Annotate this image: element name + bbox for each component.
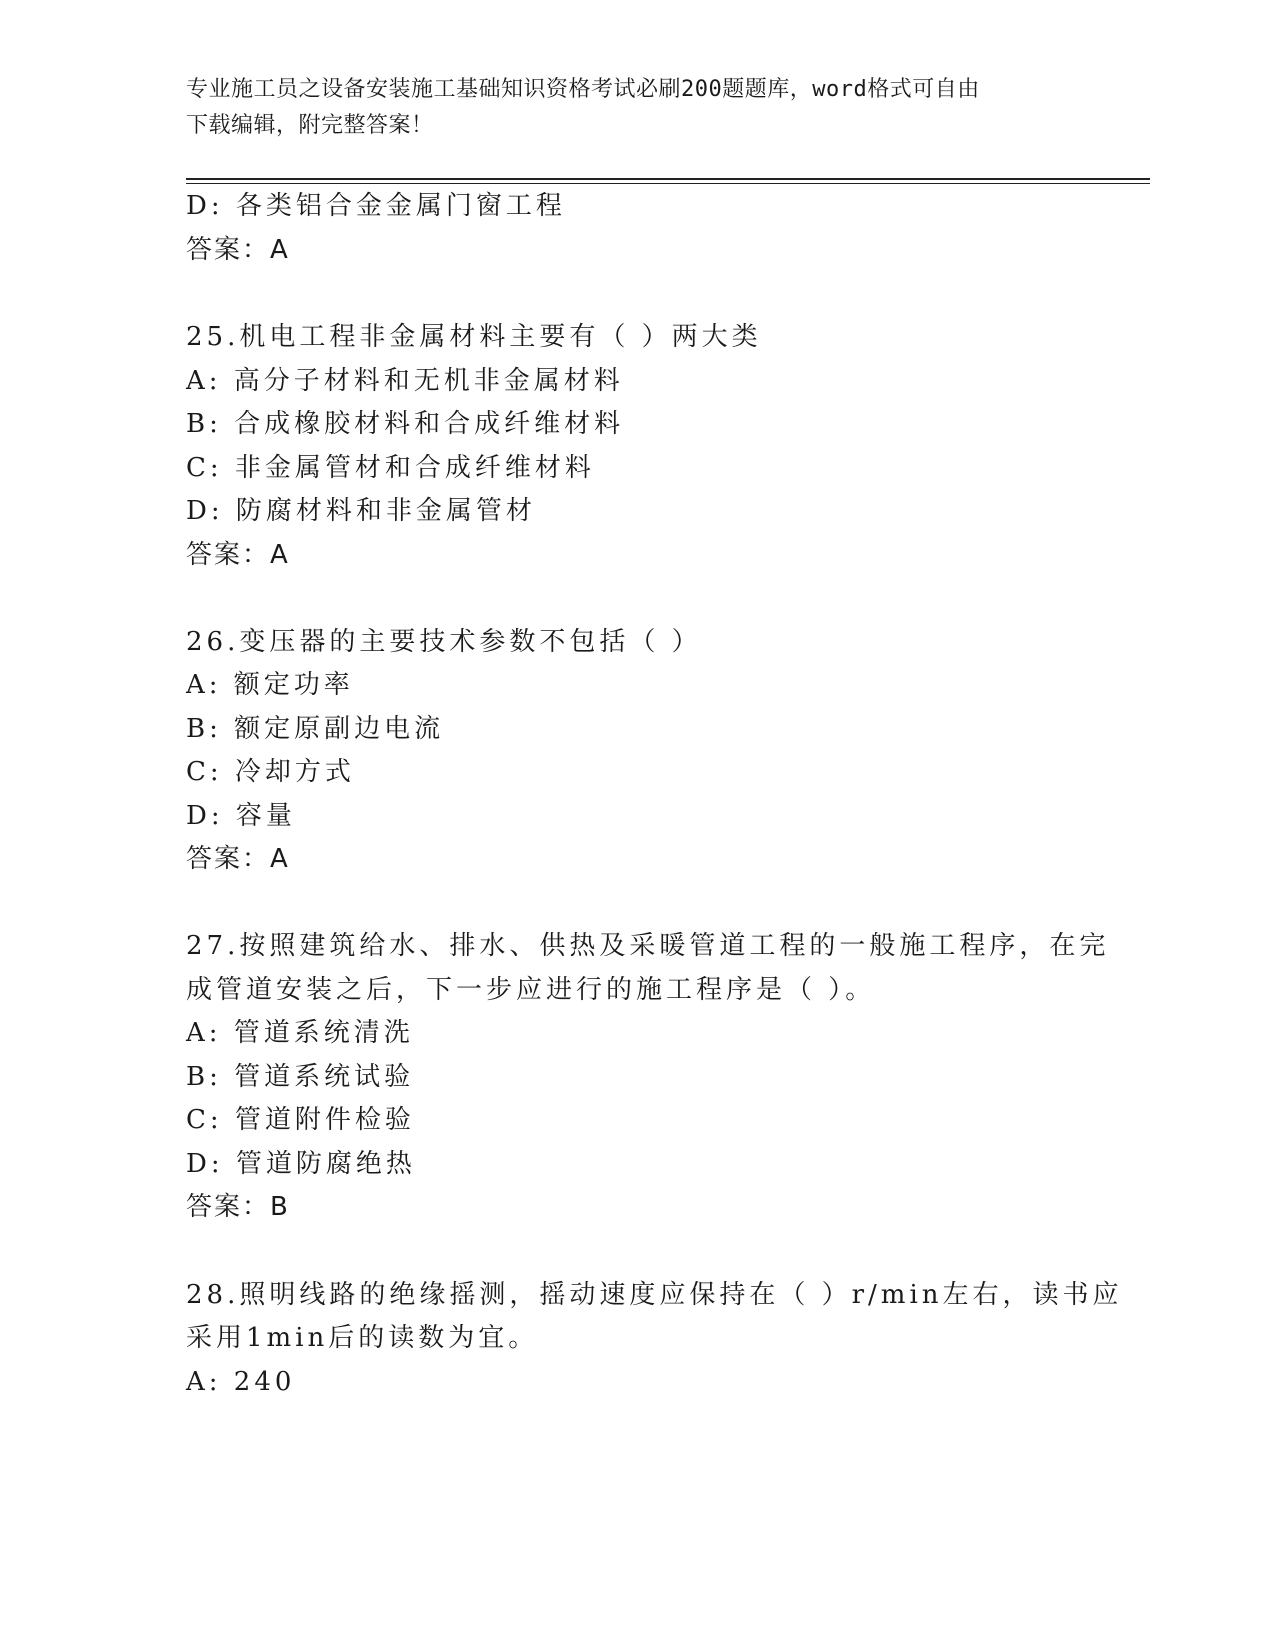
header-divider-thick bbox=[186, 178, 1150, 180]
document-header bbox=[186, 72, 1076, 144]
option-b: B: 合成橡胶材料和合成纤维材料 bbox=[186, 409, 625, 439]
answer-line: 答案：A bbox=[186, 540, 290, 570]
answer-line: 答案：A bbox=[186, 235, 290, 265]
option-b: B: 额定原副边电流 bbox=[186, 714, 445, 744]
option-a: A: 240 bbox=[186, 1367, 296, 1397]
option-d: D: 管道防腐绝热 bbox=[186, 1149, 416, 1179]
option-a: A: 额定功率 bbox=[186, 670, 354, 700]
question-stem: 25.机电工程非金属材料主要有（ ）两大类 bbox=[186, 322, 762, 352]
header-line-2: 下载编辑，附完整答案！ bbox=[186, 113, 434, 138]
answer-line: 答案：B bbox=[186, 1192, 290, 1222]
option-d: D: 防腐材料和非金属管材 bbox=[186, 496, 536, 526]
question-stem: 26.变压器的主要技术参数不包括（ ） bbox=[186, 627, 702, 657]
option-b: B: 管道系统试验 bbox=[186, 1062, 415, 1092]
option-a: A: 高分子材料和无机非金属材料 bbox=[186, 366, 624, 396]
option-c: C: 管道附件检验 bbox=[186, 1105, 415, 1135]
question-stem-continued: 采用1min后的读数为宜。 bbox=[186, 1323, 539, 1353]
question-stem: 27.按照建筑给水、排水、供热及采暖管道工程的一般施工程序，在完 bbox=[186, 931, 1110, 961]
header-divider-thin bbox=[186, 183, 1150, 184]
option-d: D: 各类铝合金金属门窗工程 bbox=[186, 191, 566, 221]
header-line-1: 专业施工员之设备安装施工基础知识资格考试必刷200题题库，word格式可自由 bbox=[186, 77, 980, 102]
option-c: C: 非金属管材和合成纤维材料 bbox=[186, 453, 595, 483]
option-a: A: 管道系统清洗 bbox=[186, 1018, 414, 1048]
question-stem-continued: 成管道安装之后，下一步应进行的施工程序是（ ）。 bbox=[186, 975, 876, 1005]
question-stem: 28.照明线路的绝缘摇测，摇动速度应保持在（ ）r/min左右，读书应 bbox=[186, 1280, 1123, 1310]
answer-line: 答案：A bbox=[186, 844, 290, 874]
option-d: D: 容量 bbox=[186, 801, 296, 831]
option-c: C: 冷却方式 bbox=[186, 757, 355, 787]
